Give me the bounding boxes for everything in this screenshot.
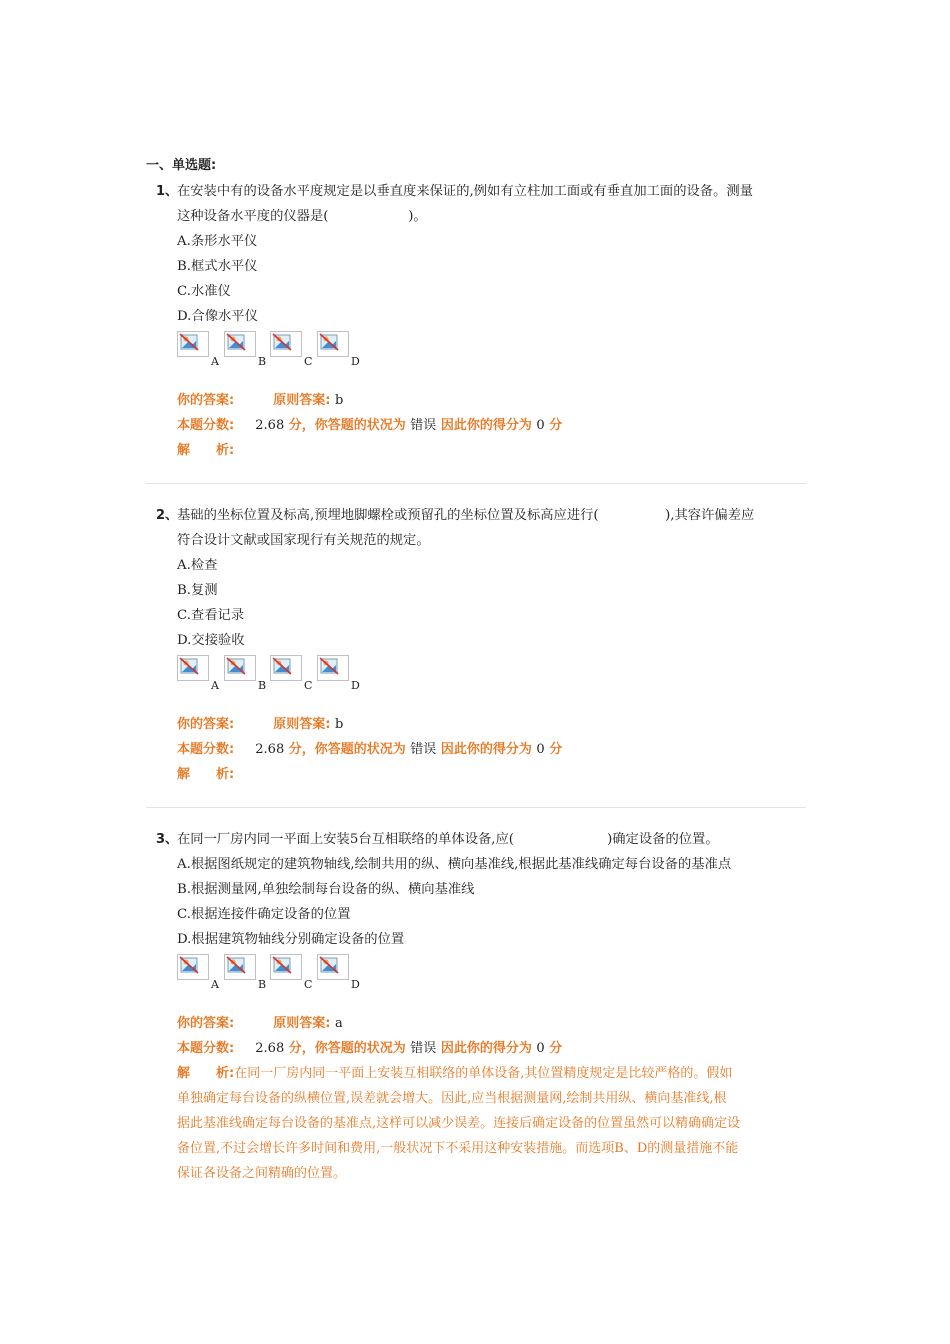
broken-image-glyph xyxy=(225,656,255,680)
choice-label: D xyxy=(351,679,360,692)
analysis-text: 保证各设备之间精确的位置。 xyxy=(177,1166,347,1181)
got-unit: 分 xyxy=(549,1041,563,1056)
std-answer-value: a xyxy=(335,1016,343,1031)
broken-image-icon xyxy=(270,655,302,681)
choice-a[interactable] xyxy=(177,954,219,994)
std-answer-label: 原则答案: xyxy=(273,393,331,408)
broken-image-glyph xyxy=(225,955,255,979)
question-2 xyxy=(146,503,806,787)
score-value: 2.68 xyxy=(255,418,285,433)
broken-image-icon xyxy=(177,954,209,980)
option-b: B.框式水平仪 xyxy=(177,259,258,274)
analysis-text: 备位置,不过会增长许多时间和费用,一般状况下不采用这种安装措施。而选项B、D的测量措施不能 xyxy=(177,1141,739,1156)
score-line xyxy=(146,737,806,762)
question-number: 3、 xyxy=(156,832,179,847)
broken-image-glyph xyxy=(178,955,208,979)
score-unit: 分，你答题的状况为 xyxy=(288,418,406,433)
broken-image-icon xyxy=(317,655,349,681)
your-answer-label: 你的答案: xyxy=(177,1016,235,1031)
broken-image-glyph xyxy=(271,332,301,356)
analysis-block xyxy=(146,1061,806,1186)
got-value: 0 xyxy=(536,1041,545,1056)
broken-image-glyph xyxy=(318,332,348,356)
score-value: 2.68 xyxy=(255,1041,285,1056)
question-stem xyxy=(146,179,806,229)
question-3 xyxy=(146,827,806,1186)
choice-row xyxy=(146,954,806,994)
broken-image-glyph xyxy=(271,955,301,979)
choice-c[interactable] xyxy=(270,331,313,371)
analysis-text: 在同一厂房内同一平面上安装互相联络的单体设备,其位置精度规定是比较严格的。假如 xyxy=(234,1066,733,1081)
score-unit: 分，你答题的状况为 xyxy=(288,1041,406,1056)
choice-label: D xyxy=(351,978,360,991)
so-label: 因此你的得分为 xyxy=(440,1041,532,1056)
analysis-text: 据此基准线确定每台设备的基准点,这样可以减少误差。连接后确定设备的位置虽然可以精确确定设 xyxy=(177,1116,741,1131)
broken-image-icon xyxy=(177,331,209,357)
stem-line: 基础的坐标位置及标高,预埋地脚螺栓或预留孔的坐标位置及标高应进行( ),其容许偏差应 xyxy=(177,508,755,523)
broken-image-icon xyxy=(270,331,302,357)
analysis-line xyxy=(177,1061,806,1086)
broken-image-icon xyxy=(224,954,256,980)
divider xyxy=(146,807,806,808)
question-stem xyxy=(146,827,806,852)
choice-label: B xyxy=(258,355,267,368)
std-answer-value: b xyxy=(335,717,344,732)
result-value: 错误 xyxy=(410,742,437,757)
option-b: B.复测 xyxy=(177,583,218,598)
choice-label: B xyxy=(258,679,267,692)
choice-label: B xyxy=(258,978,267,991)
answer-line xyxy=(146,388,806,413)
std-answer-label: 原则答案: xyxy=(273,717,331,732)
choice-label: A xyxy=(211,978,219,991)
got-value: 0 xyxy=(536,418,545,433)
question-1 xyxy=(146,179,806,463)
broken-image-glyph xyxy=(178,656,208,680)
divider xyxy=(146,483,806,484)
got-value: 0 xyxy=(536,742,545,757)
choice-label: C xyxy=(304,978,313,991)
option-a: A.根据图纸规定的建筑物轴线,绘制共用的纵、横向基准线,根据此基准线确定每台设备的基准点 xyxy=(177,857,732,872)
score-label: 本题分数: xyxy=(177,418,235,433)
stem-line: 这种设备水平度的仪器是( )。 xyxy=(177,209,427,224)
question-number: 1、 xyxy=(156,184,179,199)
std-answer-label: 原则答案: xyxy=(273,1016,331,1031)
question-stem xyxy=(146,503,806,553)
choice-d[interactable] xyxy=(317,331,360,371)
broken-image-glyph xyxy=(225,332,255,356)
choice-row xyxy=(146,655,806,695)
choice-b[interactable] xyxy=(224,655,267,695)
option-d: D.合像水平仪 xyxy=(177,309,258,324)
your-answer-label: 你的答案: xyxy=(177,393,235,408)
score-unit: 分，你答题的状况为 xyxy=(288,742,406,757)
score-value: 2.68 xyxy=(255,742,285,757)
option-b: B.根据测量网,单独绘制每台设备的纵、横向基准线 xyxy=(177,882,475,897)
got-unit: 分 xyxy=(549,742,563,757)
choice-label: D xyxy=(351,355,360,368)
option-a: A.检查 xyxy=(177,558,218,573)
analysis-text: 单独确定每台设备的纵横位置,误差就会增大。因此,应当根据测量网,绘制共用纵、横向基准线,根 xyxy=(177,1091,727,1106)
option-d: D.根据建筑物轴线分别确定设备的位置 xyxy=(177,932,405,947)
analysis-line xyxy=(146,762,806,787)
answer-line xyxy=(146,712,806,737)
section-title: 一、单选题: xyxy=(146,158,217,173)
option-c: C.根据连接件确定设备的位置 xyxy=(177,907,351,922)
choice-label: A xyxy=(211,679,219,692)
analysis-label: 解 析: xyxy=(177,767,235,782)
choice-d[interactable] xyxy=(317,954,360,994)
score-line xyxy=(146,1036,806,1061)
choice-b[interactable] xyxy=(224,331,267,371)
so-label: 因此你的得分为 xyxy=(440,742,532,757)
analysis-label: 解 析: xyxy=(177,443,235,458)
broken-image-icon xyxy=(224,655,256,681)
choice-c[interactable] xyxy=(270,655,313,695)
question-number: 2、 xyxy=(156,508,179,523)
result-value: 错误 xyxy=(410,418,437,433)
broken-image-icon xyxy=(177,655,209,681)
choice-label: C xyxy=(304,679,313,692)
result-value: 错误 xyxy=(410,1041,437,1056)
stem-line: 在同一厂房内同一平面上安装5台互相联络的单体设备,应( )确定设备的位置。 xyxy=(177,832,719,847)
choice-c[interactable] xyxy=(270,954,313,994)
broken-image-glyph xyxy=(318,656,348,680)
analysis-label: 解 析: xyxy=(177,1066,235,1081)
choice-d[interactable] xyxy=(317,655,360,695)
option-a: A.条形水平仪 xyxy=(177,234,258,249)
choice-label: A xyxy=(211,355,219,368)
choice-b[interactable] xyxy=(224,954,267,994)
option-d: D.交接验收 xyxy=(177,633,245,648)
answer-line xyxy=(146,1011,806,1036)
choice-a[interactable] xyxy=(177,655,219,695)
broken-image-icon xyxy=(317,954,349,980)
your-answer-label: 你的答案: xyxy=(177,717,235,732)
broken-image-icon xyxy=(224,331,256,357)
broken-image-icon xyxy=(270,954,302,980)
score-label: 本题分数: xyxy=(177,742,235,757)
stem-line: 在安装中有的设备水平度规定是以垂直度来保证的,例如有立柱加工面或有垂直加工面的设备。测量 xyxy=(177,184,753,199)
std-answer-value: b xyxy=(335,393,344,408)
choice-a[interactable] xyxy=(177,331,219,371)
got-unit: 分 xyxy=(549,418,563,433)
choice-label: C xyxy=(304,355,313,368)
analysis-line xyxy=(146,438,806,463)
score-line xyxy=(146,413,806,438)
stem-line: 符合设计文献或国家现行有关规范的规定。 xyxy=(177,533,430,548)
score-label: 本题分数: xyxy=(177,1041,235,1056)
option-c: C.查看记录 xyxy=(177,608,245,623)
choice-row xyxy=(146,331,806,371)
broken-image-glyph xyxy=(318,955,348,979)
broken-image-icon xyxy=(317,331,349,357)
broken-image-glyph xyxy=(178,332,208,356)
option-c: C.水准仪 xyxy=(177,284,231,299)
so-label: 因此你的得分为 xyxy=(440,418,532,433)
broken-image-glyph xyxy=(271,656,301,680)
